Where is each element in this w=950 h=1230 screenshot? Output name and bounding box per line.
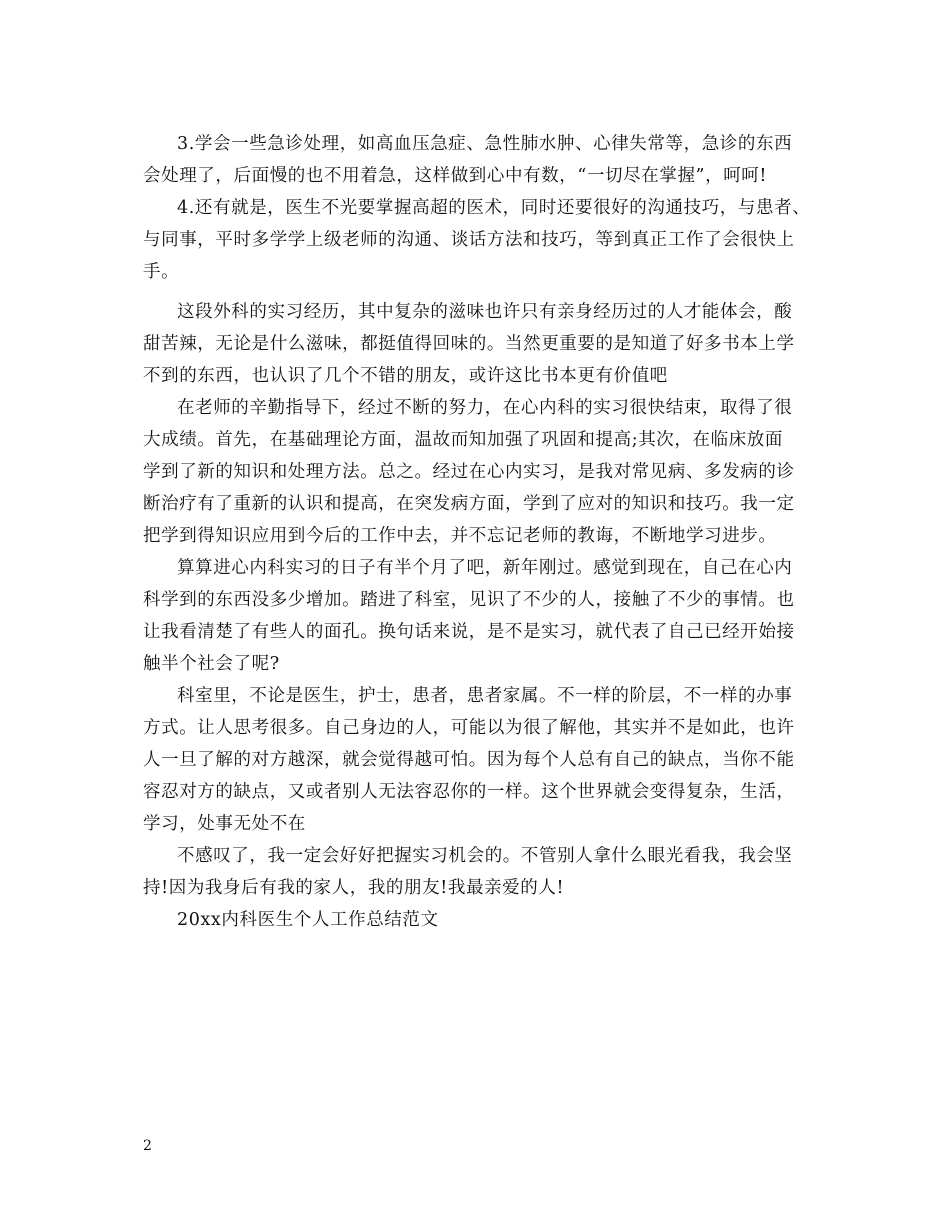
page-number: 2 <box>143 1138 152 1154</box>
text-line: 大成绩。首先，在基础理论方面，温故而知加强了巩固和提高;其次，在临床放面 <box>143 430 783 450</box>
text-line: 学习，处事无处不在 <box>143 814 306 834</box>
text-line: 容忍对方的缺点，又或者别人无法容忍你的一样。这个世界就会变得复杂，生活， <box>143 782 795 802</box>
text-line: 会处理了，后面慢的也不用着急，这样做到心中有数，“一切尽在掌握”，呵呵! <box>143 166 768 186</box>
heading-line: 20xx内科医生个人工作总结范文 <box>177 910 439 930</box>
paragraph-6 <box>143 680 823 840</box>
text-line: 科室里，不论是医生，护士，患者，患者家属。不一样的阶层，不一样的办事 <box>177 686 793 706</box>
paragraph-7 <box>143 840 823 904</box>
text-line: 断治疗有了重新的认识和提高，在突发病方面，学到了应对的知识和技巧。我一定 <box>143 494 795 514</box>
text-line: 手。 <box>143 262 180 282</box>
text-line: 让我看清楚了有些人的面孔。换句话来说，是不是实习，就代表了自己已经开始接 <box>143 622 795 642</box>
text-line: 不感叹了，我一定会好好把握实习机会的。不管别人拿什么眼光看我，我会坚 <box>177 846 793 866</box>
paragraph-5 <box>143 552 823 680</box>
text-line: 4.还有就是，医生不光要掌握高超的医术，同时还要很好的沟通技巧，与患者、 <box>177 198 811 218</box>
text-line: 持!因为我身后有我的家人，我的朋友!我最亲爱的人! <box>143 878 565 898</box>
paragraph-2 <box>143 192 823 288</box>
section-heading <box>143 904 823 936</box>
text-line: 在老师的辛勤指导下，经过不断的努力，在心内科的实习很快结束，取得了很 <box>177 398 793 418</box>
text-line: 学到了新的知识和处理方法。总之。经过在心内实习，是我对常见病、多发病的诊 <box>143 462 795 482</box>
paragraph-3 <box>143 296 823 392</box>
text-line: 触半个社会了呢? <box>143 654 280 674</box>
text-line: 不到的东西，也认识了几个不错的朋友，或许这比书本更有价值吧 <box>143 366 668 386</box>
paragraph-1 <box>143 128 823 192</box>
text-line: 科学到的东西没多少增加。踏进了科室，见识了不少的人，接触了不少的事情。也 <box>143 590 795 610</box>
text-line: 3.学会一些急诊处理，如高血压急症、急性肺水肿、心律失常等，急诊的东西 <box>177 134 793 154</box>
text-line: 人一旦了解的对方越深，就会觉得越可怕。因为每个人总有自己的缺点，当你不能 <box>143 750 795 770</box>
text-line: 方式。让人思考很多。自己身边的人，可能以为很了解他，其实并不是如此，也许 <box>143 718 795 738</box>
text-line: 甜苦辣，无论是什么滋味，都挺值得回味的。当然更重要的是知道了好多书本上学 <box>143 334 795 354</box>
text-line: 把学到得知识应用到今后的工作中去，并不忘记老师的教诲，不断地学习进步。 <box>143 526 777 546</box>
text-line: 算算进心内科实习的日子有半个月了吧，新年刚过。感觉到现在，自己在心内 <box>177 558 793 578</box>
document-body <box>143 128 823 936</box>
text-line: 与同事，平时多学学上级老师的沟通、谈话方法和技巧，等到真正工作了会很快上 <box>143 230 795 250</box>
text-line: 这段外科的实习经历，其中复杂的滋味也许只有亲身经历过的人才能体会，酸 <box>177 302 793 322</box>
paragraph-4 <box>143 392 823 552</box>
